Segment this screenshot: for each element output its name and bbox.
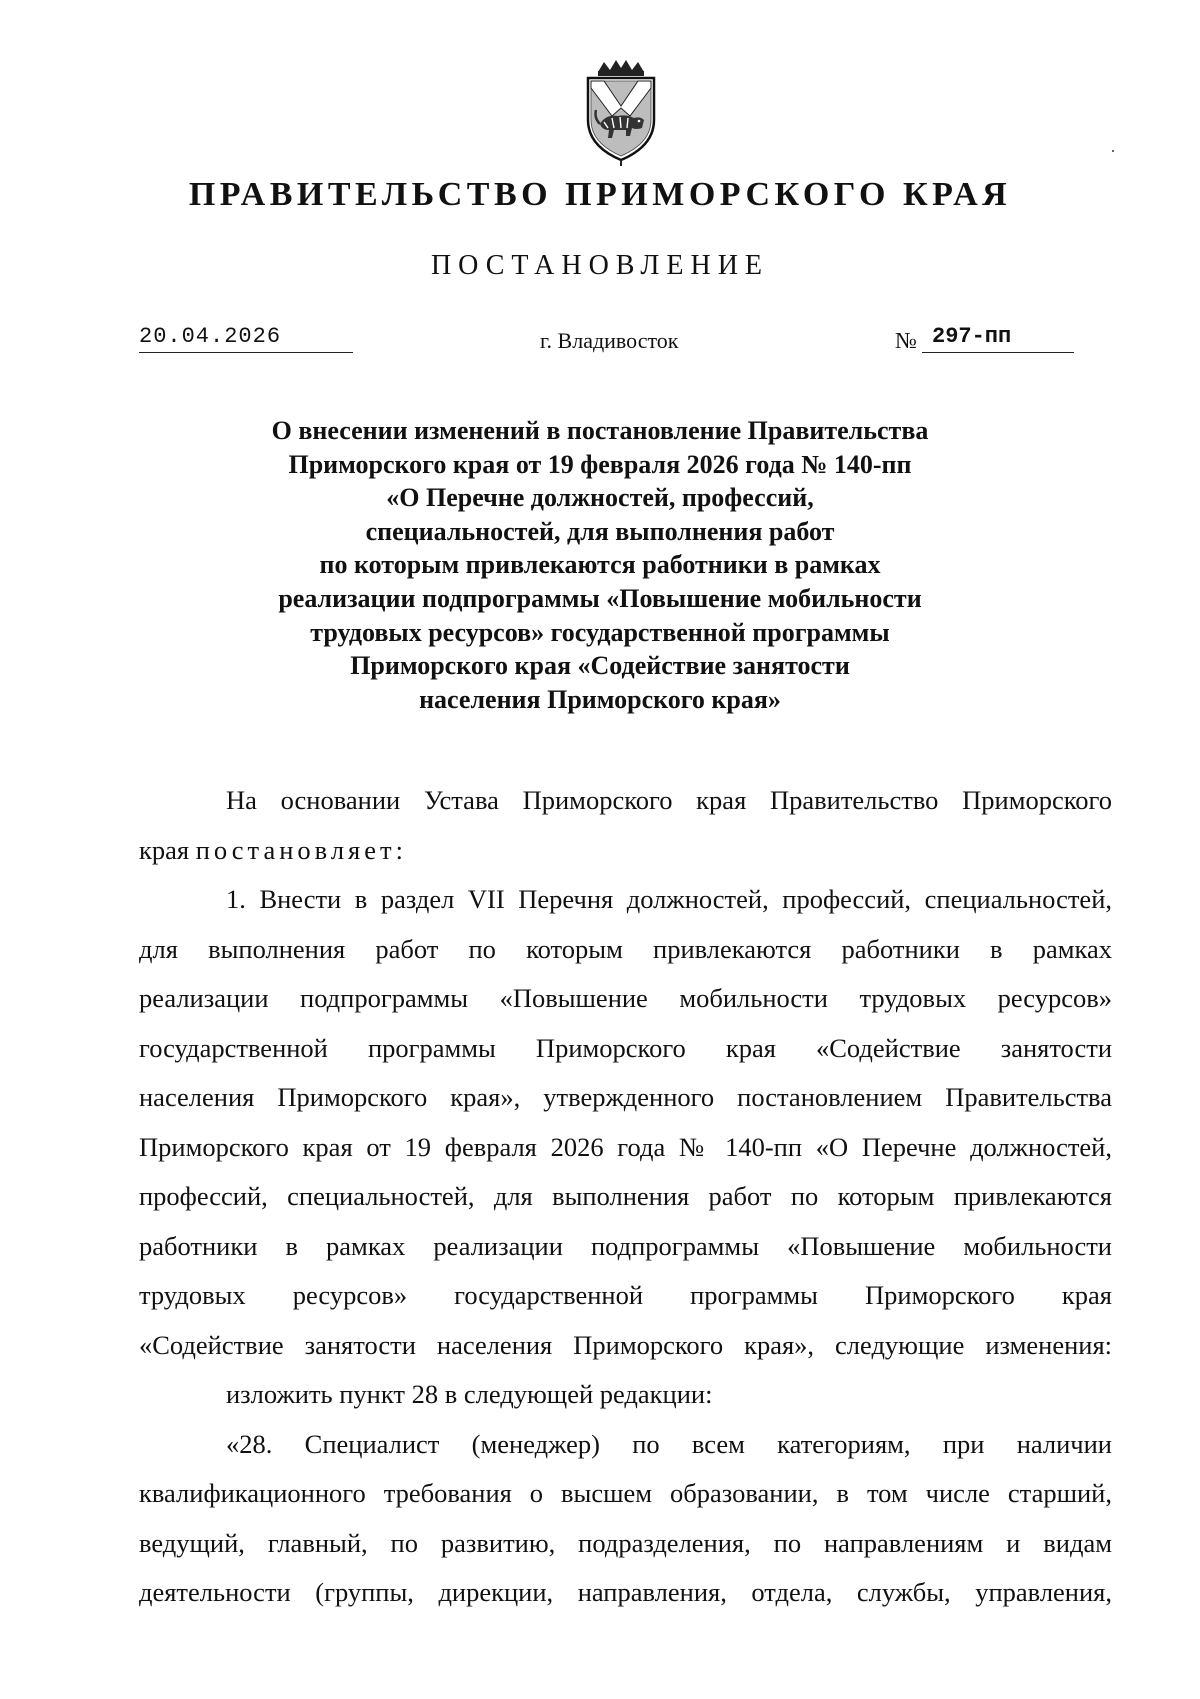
- instruction-line: изложить пункт 28 в следующей редакции:: [226, 1379, 713, 1409]
- subject-line: Приморского края «Содействие занятости: [350, 651, 850, 681]
- government-title: ПРАВИТЕЛЬСТВО ПРИМОРСКОГО КРАЯ: [188, 176, 1012, 213]
- subject-line: Приморского края от 19 февраля 2026 года № 140-пп: [288, 449, 912, 479]
- subject-line: трудовых ресурсов» государственной программы: [310, 617, 890, 647]
- item28-line: «28. Специалист (менеджер) по всем категориям, при наличии: [226, 1428, 1112, 1459]
- item28-line: квалификационного требования о высшем образовании, в том числе старший,: [139, 1478, 1112, 1508]
- item1-line: «Содействие занятости населения Приморского края», следующие изменения:: [139, 1329, 1112, 1360]
- subject-line: реализации подпрограммы «Повышение мобильности: [278, 583, 922, 613]
- document-body: [139, 776, 1112, 1618]
- subject-line: специальностей, для выполнения работ: [365, 516, 835, 546]
- item1-line: государственной программы Приморского края «Содействие занятости: [139, 1032, 1112, 1063]
- item1-line: Приморского края от 19 февраля 2026 года № 140-пп «О Перечне должностей,: [139, 1131, 1112, 1162]
- subject-line: О внесении изменений в постановление Правительства: [271, 416, 929, 445]
- item1-line: работники в рамках реализации подпрограммы «Повышение мобильности: [139, 1230, 1112, 1261]
- coat-of-arms-icon: [576, 58, 666, 168]
- document-meta-row: [0, 322, 1200, 362]
- item1-line: населения Приморского края», утвержденного постановлением Правительства: [139, 1082, 1112, 1112]
- preamble-line-2: [139, 826, 1112, 876]
- document-type: ПОСТАНОВЛЕНИЕ: [430, 250, 770, 281]
- document-number: 297-пп: [922, 322, 1074, 353]
- item28-line: ведущий, главный, по развитию, подразделения, по направлениям и видам: [139, 1527, 1112, 1558]
- number-sign: №: [895, 328, 917, 353]
- resolves-word: постановляет:: [195, 834, 407, 865]
- document-date: 20.04.2026: [139, 322, 353, 353]
- item1-line: трудовых ресурсов» государственной программы Приморского края: [139, 1280, 1112, 1310]
- document-subject: [0, 414, 1200, 716]
- item1-line: 1. Внести в раздел VII Перечня должностей, профессий, специальностей,: [226, 884, 1112, 914]
- preamble-line: На основании Устава Приморского края Правительство Приморского: [226, 785, 1112, 815]
- document-city: г. Владивосток: [540, 328, 679, 353]
- subject-line: «О Перечне должностей, профессий,: [386, 483, 814, 513]
- preamble-prefix: края: [139, 834, 190, 865]
- scan-speck: [1112, 150, 1114, 152]
- item1-line: для выполнения работ по которым привлекаются работники в рамках: [139, 933, 1112, 964]
- item1-line: реализации подпрограммы «Повышение мобильности трудовых ресурсов»: [139, 983, 1112, 1013]
- item28-line: деятельности (группы, дирекции, направления, отдела, службы, управления,: [139, 1577, 1112, 1607]
- subject-line: населения Приморского края»: [419, 684, 781, 714]
- subject-line: по которым привлекаются работники в рамках: [319, 550, 881, 580]
- item1-line: профессий, специальностей, для выполнения работ по которым привлекаются: [139, 1181, 1112, 1211]
